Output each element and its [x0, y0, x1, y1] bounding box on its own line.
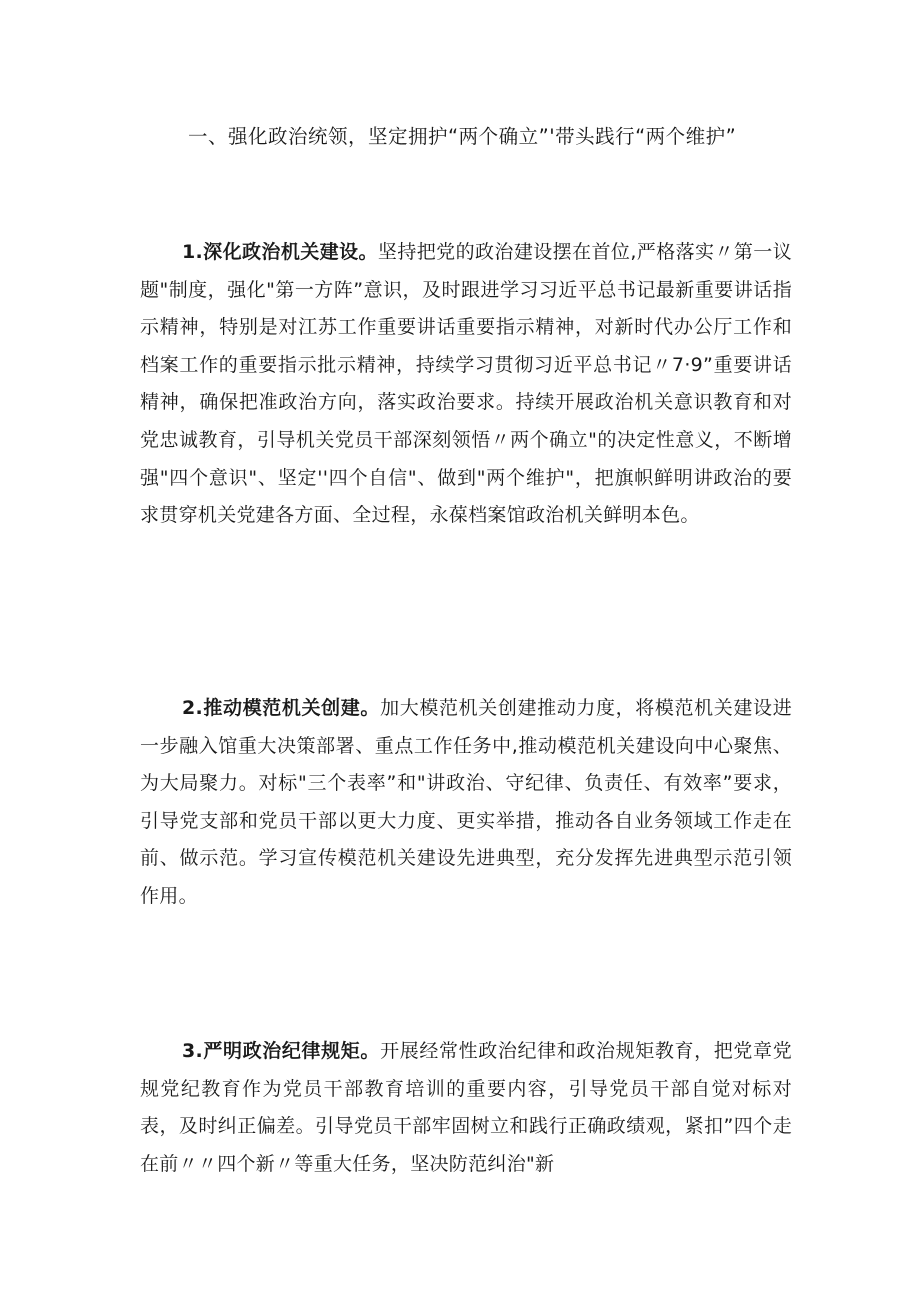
paragraph-2 [140, 690, 792, 916]
paragraph-3 [140, 1033, 792, 1183]
paragraph-1-body: 坚持把党的政治建设摆在首位,严格落实〃第一议题"制度，强化"第一方阵”意识，及时跟进学习习近平总书记最新重要讲话指示精神，特别是对江苏工作重要讲话重要指示精神，对新时代办公厅工作和档案工作的重要指示批示精神，持续学习贯彻习近平总书记〃7·9”重要讲话精神，确保把准政治方向，落实政治要求。持续开展政治机关意识教育和对党忠诚教育，引导机关党员干部深刻领悟〃两个确立"的决定性意义，不断增强"四个意识"、坚定''四个自信"、做到"两个维护"，把旗帜鲜明讲政治的要求贯穿机关党建各方面、全过程，永葆档案馆政治机关鲜明本色。 [140, 241, 792, 527]
paragraph-2-body: 加大模范机关创建推动力度，将模范机关建设进一步融入馆重大决策部署、重点工作任务中,推动模范机关建设向中心聚焦、为大局聚力。对标"三个表率”和"讲政治、守纪律、负责任、有效率”要求，引导党支部和党员干部以更大力度、更实举措，推动各自业务领域工作走在前、做示范。学习宣传模范机关建设先进典型，充分发挥先进典型示范引领作用。 [140, 697, 792, 907]
paragraph-1 [140, 234, 792, 535]
paragraph-2-lead: 2.推动模范机关创建。 [182, 697, 381, 719]
paragraph-1-lead: 1.深化政治机关建设。 [182, 241, 378, 263]
paragraph-3-lead: 3.严明政治纪律规矩。 [182, 1040, 381, 1062]
paragraph-3-body: 开展经常性政治纪律和政治规矩教育，把党章党规党纪教育作为党员干部教育培训的重要内容，引导党员干部自觉对标对表，及时纠正偏差。引导党员干部牢固树立和践行正确政绩观，紧扣”四个走在前〃〃四个新〃等重大任务，坚决防范纠治"新 [140, 1040, 792, 1175]
section-heading: 一、强化政治统领，坚定拥护“两个确立”'带头践行“两个维护” [188, 125, 737, 148]
